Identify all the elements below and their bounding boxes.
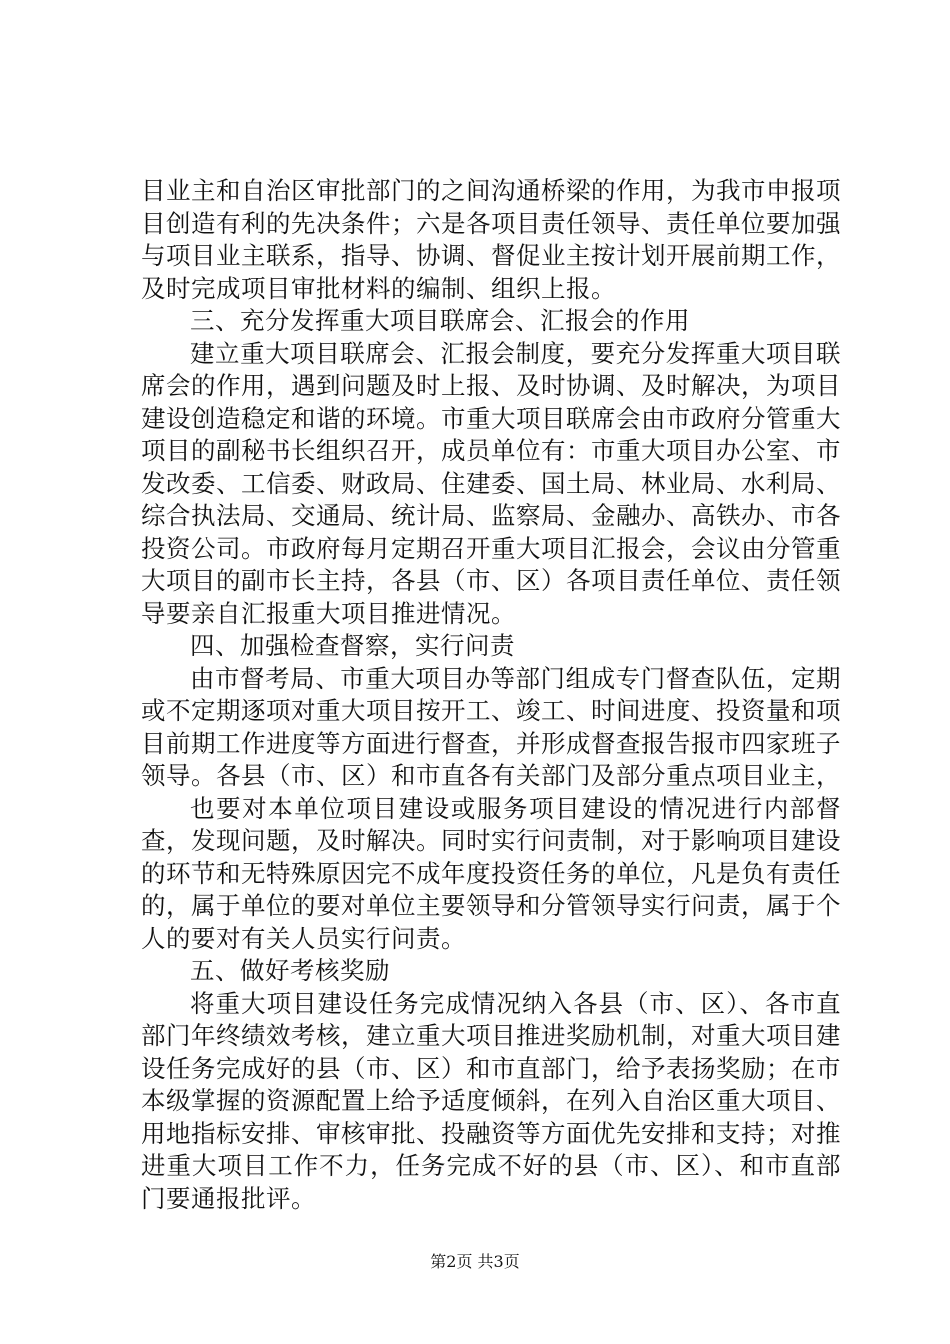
section-heading: 三、充分发挥重大项目联席会、汇报会的作用 <box>190 306 690 335</box>
paragraph: 将重大项目建设任务完成情况纳入各县（市、区）、各市直部门年终绩效考核，建立重大项目推进奖励机制，对重大项目建设任务完成好的县（市、区）和市直部门，给予表扬奖励；在市本级掌握的资源配置上给予适度倾斜，在列入自治区重大项目、用地指标安排、审核审批、投融资等方面优先安排和支持；对推进重大项目工作不力，任务完成不好的县（市、区）、和市直部门要通报批评。 <box>141 988 841 1213</box>
paragraph: 目业主和自治区审批部门的之间沟通桥梁的作用，为我市申报项目创造有利的先决条件；六是各项目责任领导、责任单位要加强与项目业主联系，指导、协调、督促业主按计划开展前期工作，及时完成项目审批材料的编制、组织上报。 <box>141 176 841 303</box>
paragraph: 也要对本单位项目建设或服务项目建设的情况进行内部督查，发现问题，及时解决。同时实行问责制，对于影响项目建设的环节和无特殊原因完不成年度投资任务的单位，凡是负有责任的，属于单位的要对单位主要领导和分管领导实行问责，属于个人的要对有关人员实行问责。 <box>141 793 841 953</box>
paragraph: 建立重大项目联席会、汇报会制度，要充分发挥重大项目联席会的作用，遇到问题及时上报、及时协调、及时解决，为项目建设创造稳定和谐的环境。市重大项目联席会由市政府分管重大项目的副秘书长组织召开，成员单位有：市重大项目办公室、市发改委、工信委、财政局、住建委、国土局、林业局、水利局、综合执法局、交通局、统计局、监察局、金融办、高铁办、市各投资公司。市政府每月定期召开重大项目汇报会，会议由分管重大项目的副市长主持，各县（市、区）各项目责任单位、责任领导要亲自汇报重大项目推进情况。 <box>141 338 841 628</box>
document-body <box>141 175 841 1215</box>
page-number-footer: 第2页 共3页 <box>430 1252 520 1271</box>
section-heading: 五、做好考核奖励 <box>190 956 390 985</box>
section-heading: 四、加强检查督察，实行问责 <box>190 631 515 660</box>
paragraph: 由市督考局、市重大项目办等部门组成专门督查队伍，定期或不定期逐项对重大项目按开工、竣工、时间进度、投资量和项目前期工作进度等方面进行督查，并形成督查报告报市四家班子领导。各县（市、区）和市直各有关部门及部分重点项目业主， <box>141 663 841 790</box>
